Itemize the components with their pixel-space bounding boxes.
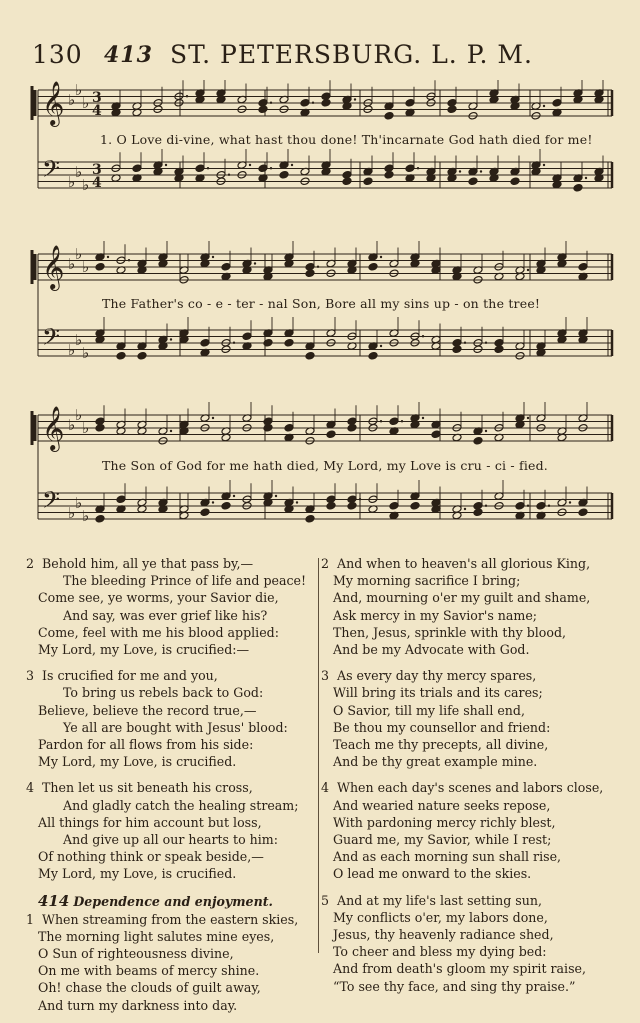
note-head <box>221 501 231 510</box>
stanza-line-text: And, mourning o'er my guilt and shame, <box>333 590 591 606</box>
note-head <box>536 501 546 510</box>
stanza-line-text: And say, was ever grief like his? <box>63 607 268 623</box>
dot <box>543 164 545 166</box>
stanza-line <box>38 589 313 606</box>
note-head <box>95 262 105 271</box>
stanza <box>26 667 313 770</box>
stanza-line <box>333 753 623 770</box>
stanza-line-text: Ask mercy in my Savior's name; <box>333 607 538 623</box>
dot <box>417 167 419 169</box>
stanza-line-text: The bleeding Prince of life and peace! <box>63 573 307 589</box>
stanza-line-text: Believe, believe the record true,— <box>38 702 257 718</box>
stanza-line-text: And from death's gloom my spirit raise, <box>333 961 587 977</box>
stanza-number: 2 <box>26 556 35 571</box>
note-head <box>342 177 352 186</box>
left-column <box>26 555 313 1023</box>
dot <box>464 508 466 510</box>
stanza-line <box>38 624 313 641</box>
stanza-line-text: Of nothing think or speak beside,— <box>38 849 264 865</box>
stanza-line-text: My Lord, my Love, is crucified. <box>38 754 237 770</box>
flat-icon: ♭ <box>75 494 83 512</box>
stanza-line-text: My Lord, my Love, is crucified. <box>38 866 237 882</box>
music-system-3 <box>30 385 615 535</box>
stanza-line-text: And be my Advocate with God. <box>333 642 530 658</box>
bass-clef-icon: 𝄢 <box>42 323 61 356</box>
dot <box>380 420 382 422</box>
stanza-line <box>333 814 623 831</box>
system-brace <box>32 250 35 284</box>
treble-staff <box>38 402 612 452</box>
dot <box>380 256 382 258</box>
stanza-line-text: Come, feel with me his blood applied: <box>38 624 279 640</box>
stanza-line <box>333 641 623 658</box>
note-head <box>284 338 294 347</box>
stanza <box>321 667 623 770</box>
stanza-line-text: And wearied nature seeks repose, <box>333 797 551 813</box>
stanza-line-text: And be thy great example mine. <box>333 754 538 770</box>
dot <box>296 501 298 503</box>
note-head <box>410 501 420 510</box>
dot <box>485 430 487 432</box>
stanza-line-text: When each day's scenes and labors close, <box>337 780 604 796</box>
note-head <box>116 351 126 360</box>
note-head <box>384 111 394 120</box>
dot <box>233 495 235 497</box>
stanza-line-text: To cheer and bless my dying bed: <box>333 944 547 960</box>
stanza-line <box>333 943 623 960</box>
stanza <box>26 911 313 1014</box>
note-head <box>494 345 504 354</box>
dot <box>380 345 382 347</box>
stanza <box>26 779 313 882</box>
time-signature-top: 3 <box>92 162 102 178</box>
music-system-1 <box>30 80 615 230</box>
stanza-line-text: My morning sacrifice I bring; <box>333 573 521 589</box>
stanza-line-text: “To see thy face, and sing thy praise.” <box>333 978 576 994</box>
stanza-line-text: Oh! chase the clouds of guilt away, <box>38 980 261 996</box>
bass-clef-icon: 𝄢 <box>42 155 61 188</box>
stanza-line <box>333 702 623 719</box>
note-head <box>468 177 478 186</box>
stanza-line-text: And turn my darkness into day. <box>38 997 238 1013</box>
note-head <box>578 262 588 271</box>
stanza-line-text: Then, Jesus, sprinkle with thy blood, <box>333 624 567 640</box>
stanza-line <box>38 962 313 979</box>
note-head <box>389 501 399 510</box>
stanza-line-text: Behold him, all ye that pass by,— <box>42 556 254 571</box>
stanza-line-text: And give up all our hearts to him: <box>63 832 278 848</box>
stanza-line <box>333 909 623 926</box>
note-head <box>368 262 378 271</box>
note-head <box>258 105 268 114</box>
flat-icon: ♭ <box>68 91 76 109</box>
treble-clef-icon: 𝄞 <box>42 406 65 450</box>
dot <box>165 164 167 166</box>
note-head <box>473 508 483 517</box>
music-notation-1 <box>30 80 615 230</box>
dot <box>186 95 188 97</box>
stanza-line <box>38 753 313 770</box>
note-head <box>552 98 562 107</box>
note-head <box>326 430 336 439</box>
stanza-line-text: My conflicts o'er, my labors done, <box>333 909 548 925</box>
stanza-line <box>38 979 313 996</box>
stanza-line-text: To bring us rebels back to God: <box>63 685 264 701</box>
dot <box>107 256 109 258</box>
stanza-line-text: When streaming from the eastern skies, <box>42 911 299 927</box>
stanza-line-text: Pardon for all flows from his side: <box>38 737 254 753</box>
note-head <box>200 508 210 517</box>
stanza <box>321 892 623 995</box>
stanza-line <box>333 960 623 977</box>
dot <box>233 342 235 344</box>
stanza-number: 5 <box>321 892 330 908</box>
stanza-line-text: With pardoning mercy richly blest, <box>333 814 556 830</box>
page-header <box>32 40 622 74</box>
note-head <box>389 417 399 426</box>
stanza-line-text: Come see, ye worms, your Savior die, <box>38 590 279 606</box>
dot <box>170 430 172 432</box>
bass-staff <box>38 149 612 194</box>
treble-staff <box>38 80 612 127</box>
next-hymn-heading <box>38 892 313 911</box>
time-signature-bottom: 4 <box>92 175 102 191</box>
dot <box>249 164 251 166</box>
page-number: 130 <box>32 40 83 69</box>
flat-icon: ♭ <box>68 255 76 273</box>
stanza-line <box>321 779 623 796</box>
flat-icon: ♭ <box>75 163 83 181</box>
note-head <box>405 164 415 173</box>
lyrics-line-3: The Son of God for me hath died, My Lord, my Love is cru - ci - fied. <box>102 458 548 473</box>
stanza-number: 1 <box>26 911 35 927</box>
stanza-line-text: All things for him account but loss, <box>38 814 262 830</box>
note-head <box>279 170 289 179</box>
note-head <box>305 351 315 360</box>
stanza-line-text: My Lord, my Love, is crucified:— <box>38 642 250 658</box>
treble-staff <box>38 241 612 291</box>
note-head <box>347 423 357 432</box>
note-head <box>447 105 457 114</box>
stanza-line <box>38 848 313 865</box>
lyrics-line-1: 1. O Love di-vine, what hast thou done! Th'incarnate God hath died for me! <box>100 132 593 147</box>
flat-icon: ♭ <box>82 344 90 362</box>
flat-icon: ♭ <box>82 507 90 525</box>
note-head <box>431 430 441 439</box>
dot <box>543 105 545 107</box>
flat-icon: ♭ <box>75 406 83 424</box>
stanza-line <box>38 641 313 658</box>
dot <box>228 174 230 176</box>
next-hymn-number: 414 <box>38 891 70 910</box>
note-head <box>384 170 394 179</box>
dot <box>317 266 319 268</box>
flat-icon: ♭ <box>68 173 76 191</box>
hymn-number: 413 <box>104 42 153 68</box>
treble-clef-icon: 𝄞 <box>42 245 65 289</box>
tune-title: ST. PETERSBURG. L. P. M. <box>170 40 533 69</box>
dot <box>212 256 214 258</box>
flat-icon: ♭ <box>82 94 90 112</box>
dot <box>548 505 550 507</box>
flat-icon: ♭ <box>68 416 76 434</box>
stanza-line <box>321 667 623 684</box>
stanza-line-text: And as each morning sun shall rise, <box>333 849 562 865</box>
stanza <box>321 555 623 658</box>
dot <box>354 98 356 100</box>
dot <box>569 501 571 503</box>
dot <box>527 417 529 419</box>
stanza-line-text: Ye all are bought with Jesus' blood: <box>63 719 288 735</box>
dot <box>270 102 272 104</box>
note-head <box>473 436 483 445</box>
flat-icon: ♭ <box>68 341 76 359</box>
note-head <box>347 501 357 510</box>
time-signature-bottom: 4 <box>92 103 102 119</box>
note-head <box>284 423 294 432</box>
stanza-number: 4 <box>321 780 330 796</box>
flat-icon: ♭ <box>82 176 90 194</box>
dot <box>480 170 482 172</box>
system-brace <box>32 86 35 120</box>
dot <box>212 417 214 419</box>
note-head <box>258 164 268 173</box>
dot <box>312 102 314 104</box>
stanza-line-text: Teach me thy precepts, all divine, <box>333 737 549 753</box>
bass-clef-icon: 𝄢 <box>42 486 61 519</box>
stanza-number: 4 <box>26 780 35 796</box>
stanza-line-text: Will bring its trials and its cares; <box>333 685 543 701</box>
stanza-line <box>38 997 313 1014</box>
stanza-line <box>38 719 313 736</box>
note-head <box>195 164 205 173</box>
note-head <box>116 495 126 504</box>
stanza-line-text: Jesus, thy heavenly radiance shed, <box>333 927 554 943</box>
dot <box>464 342 466 344</box>
stanza-line-text: O Sun of righteousness divine, <box>38 946 234 962</box>
flat-icon: ♭ <box>75 245 83 263</box>
dot <box>170 338 172 340</box>
dot <box>422 417 424 419</box>
stanza-line <box>333 736 623 753</box>
dot <box>485 505 487 507</box>
stanza-line-text: Be thou my counsellor and friend: <box>333 719 551 735</box>
system-brace <box>32 411 35 445</box>
note-head <box>321 98 331 107</box>
flat-icon: ♭ <box>75 81 83 99</box>
dot <box>401 420 403 422</box>
stanza-line <box>38 797 313 814</box>
note-head <box>363 177 373 186</box>
stanza-line <box>38 928 313 945</box>
flat-icon: ♭ <box>82 258 90 276</box>
note-head <box>452 345 462 354</box>
note-head <box>573 183 583 192</box>
stanza-line <box>38 865 313 882</box>
dot <box>485 342 487 344</box>
stanza-line <box>38 607 313 624</box>
stanza-line <box>333 978 623 995</box>
stanza-line <box>333 624 623 641</box>
flat-icon: ♭ <box>82 419 90 437</box>
stanza-line <box>38 814 313 831</box>
stanza-line <box>26 779 313 796</box>
flat-icon: ♭ <box>75 331 83 349</box>
stanza-line <box>333 607 623 624</box>
dot <box>207 167 209 169</box>
dot <box>422 335 424 337</box>
note-head <box>510 177 520 186</box>
dot <box>291 164 293 166</box>
note-head <box>200 338 210 347</box>
music-system-2 <box>30 230 615 380</box>
stanza-line <box>333 848 623 865</box>
stanza-number: 3 <box>26 668 35 684</box>
stanza-line <box>333 572 623 589</box>
stanza-line-text: O lead me onward to the skies. <box>333 866 532 882</box>
note-head <box>305 269 315 278</box>
note-head <box>515 501 525 510</box>
stanza-line <box>333 865 623 882</box>
stanza-line <box>333 831 623 848</box>
note-head <box>242 332 252 341</box>
stanza-line <box>321 555 623 572</box>
stanza-line-text: As every day thy mercy spares, <box>337 668 537 684</box>
lyrics-line-2: The Father's co - e - ter - nal Son, Bore all my sins up - on the tree! <box>102 296 541 311</box>
bass-staff <box>38 317 612 362</box>
dot <box>527 269 529 271</box>
stanza-line <box>26 555 313 572</box>
dot <box>128 259 130 261</box>
stanza-line-text: And when to heaven's all glorious King, <box>337 556 591 571</box>
note-head <box>132 164 142 173</box>
stanza <box>26 555 313 658</box>
stanza-line <box>38 684 313 701</box>
stanza-line <box>321 892 623 909</box>
stanza-line-text: Is crucified for me and you, <box>42 668 218 684</box>
dot <box>212 501 214 503</box>
dot <box>270 167 272 169</box>
column-divider <box>318 558 319 953</box>
stanza-line <box>38 736 313 753</box>
stanza-line-text: And at my life's last setting sun, <box>337 892 542 908</box>
dot <box>527 505 529 507</box>
note-head <box>305 514 315 523</box>
note-head <box>326 501 336 510</box>
stanza-number: 2 <box>321 556 330 571</box>
stanza <box>321 779 623 882</box>
stanza-line-text: Then let us sit beneath his cross, <box>42 780 253 796</box>
dot <box>254 262 256 264</box>
dot <box>459 170 461 172</box>
note-head <box>300 98 310 107</box>
stanza-line-text: O Savior, till my life shall end, <box>333 702 525 718</box>
stanza-line <box>26 911 313 928</box>
note-head <box>368 351 378 360</box>
stanza-number: 3 <box>321 668 330 684</box>
stanza-line <box>26 667 313 684</box>
stanza-line <box>38 572 313 589</box>
stanza-line-text: The morning light salutes mine eyes, <box>38 928 275 944</box>
dot <box>275 495 277 497</box>
stanza-line-text: And gladly catch the healing stream; <box>63 797 299 813</box>
flat-icon: ♭ <box>68 504 76 522</box>
stanza-line <box>333 926 623 943</box>
stanza-line <box>333 719 623 736</box>
note-head <box>95 423 105 432</box>
dot <box>585 177 587 179</box>
stanza-line <box>38 945 313 962</box>
stanza-line <box>38 702 313 719</box>
stanza-line-text: On me with beams of mercy shine. <box>38 963 260 979</box>
note-head <box>578 508 588 517</box>
bass-staff <box>38 480 612 525</box>
note-head <box>137 351 147 360</box>
stanza-line <box>38 831 313 848</box>
note-head <box>221 262 231 271</box>
right-column <box>321 555 623 1004</box>
stanza-line <box>333 797 623 814</box>
treble-clef-icon: 𝄞 <box>42 81 65 125</box>
next-hymn-subtitle: Dependence and enjoyment. <box>73 893 273 909</box>
stanza-line-text: Guard me, my Savior, while I rest; <box>333 832 552 848</box>
time-signature-top: 3 <box>92 90 102 106</box>
stanza-line <box>333 589 623 606</box>
note-head <box>405 98 415 107</box>
stanza-line <box>333 684 623 701</box>
note-head <box>95 514 105 523</box>
